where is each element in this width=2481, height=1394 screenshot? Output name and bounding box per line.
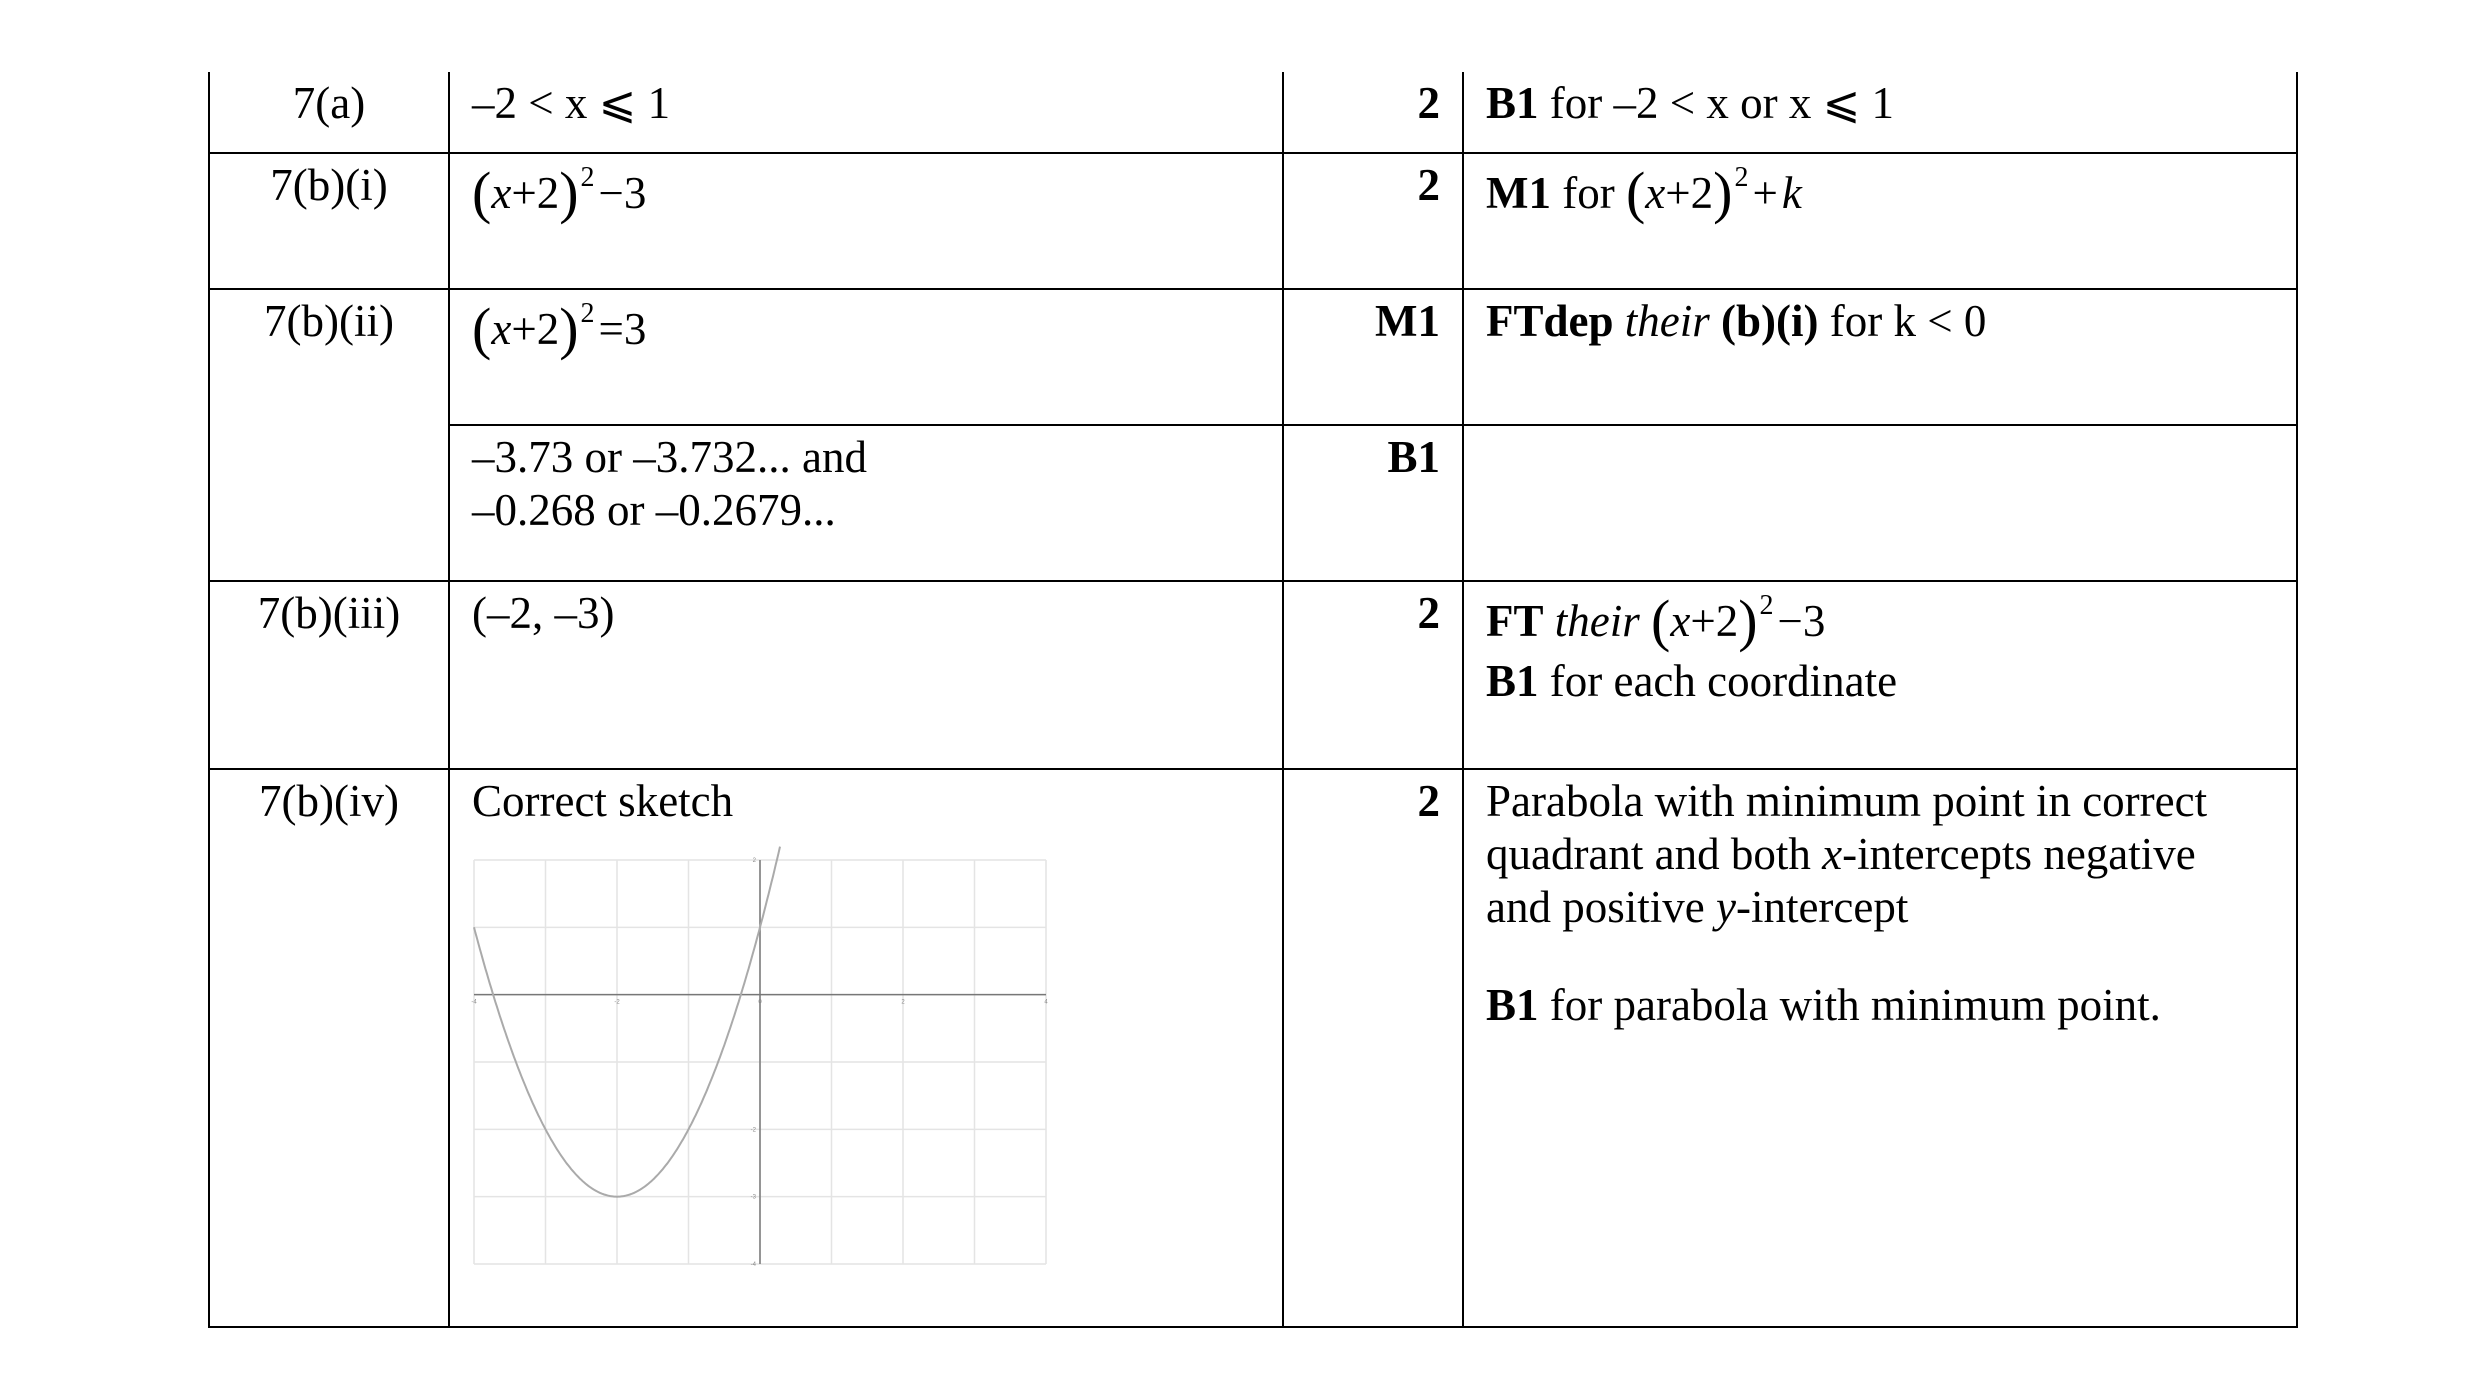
mark-code: FT [1486, 596, 1544, 646]
y-tick-label: -2 [750, 1127, 756, 1134]
parabola-curve [474, 847, 780, 1197]
answer-text: Correct sketch [472, 776, 734, 826]
guidance-cell [1463, 289, 2297, 425]
guidance-text: for –2 < x or x ⩽ 1 [1549, 78, 1895, 128]
answer-coordinate: (–2, –3) [472, 588, 615, 638]
guidance-cell [1463, 581, 2297, 769]
guidance-line: and positive y-intercept [1486, 882, 1909, 933]
question-number: 7(b)(iii) [209, 581, 449, 769]
table-row [209, 72, 2297, 153]
answer-cell [449, 289, 1283, 425]
answer-cell [449, 153, 1283, 289]
parabola-sketch [471, 858, 1048, 1269]
guidance-cell [1463, 72, 2297, 153]
answer-cell [449, 72, 1283, 153]
y-tick-label: -3 [750, 1194, 756, 1201]
mark-code: B1 [1486, 656, 1539, 707]
answer-cell [449, 581, 1283, 769]
x-tick-label: 4 [1044, 999, 1048, 1006]
mark-scheme-table [208, 72, 2298, 1328]
guidance-italic: their [1554, 596, 1640, 646]
guidance-text: for parabola with minimum point. [1549, 980, 2161, 1031]
marks-cell: B1 [1283, 425, 1463, 581]
guidance-text: for each coordinate [1549, 656, 1898, 707]
x-tick-label: -2 [614, 999, 620, 1006]
table-row [209, 425, 2297, 581]
guidance-italic: their [1624, 296, 1710, 346]
math-expression: $(x+2)^2=3$ [472, 296, 647, 361]
math-expression: $(x+2)^2-3$ [472, 160, 647, 225]
question-number: 7(b)(ii) [209, 289, 449, 581]
answer-inequality: –2 < x ⩽ 1 [472, 78, 671, 128]
answer-line: –3.73 or –3.732... and [472, 432, 867, 482]
marks-cell: 2 [1283, 581, 1463, 769]
mark-code: M1 [1486, 168, 1551, 218]
mark-code: B1 [1486, 78, 1539, 128]
guidance-line: Parabola with minimum point in correct [1486, 776, 2208, 826]
guidance-text: for k < 0 [1829, 296, 1987, 346]
answer-cell [449, 425, 1283, 581]
guidance-line: quadrant and both x-intercepts negative [1486, 829, 2196, 880]
question-number: 7(a) [209, 72, 449, 153]
guidance-ref: (b)(i) [1721, 296, 1819, 346]
marks-cell: 2 [1283, 769, 1463, 1327]
marks-cell: 2 [1283, 72, 1463, 153]
table-row [209, 289, 2297, 425]
table-row [209, 581, 2297, 769]
guidance-line [1486, 979, 2296, 1032]
x-tick-label: -4 [471, 999, 477, 1006]
guidance-cell [1463, 153, 2297, 289]
answer-cell [449, 769, 1283, 1327]
table-row [209, 769, 2297, 1327]
guidance-text: for [1562, 168, 1615, 218]
answer-line: –0.268 or –0.2679... [472, 485, 836, 536]
x-tick-label: 2 [901, 999, 905, 1006]
mark-code: FTdep [1486, 296, 1614, 346]
guidance-cell [1463, 425, 2297, 581]
y-tick-label: -4 [750, 1262, 756, 1269]
x-tick-label: 0 [758, 999, 762, 1006]
mark-code: B1 [1486, 980, 1539, 1031]
question-number: 7(b)(iv) [209, 769, 449, 1327]
y-tick-label: 2 [752, 858, 756, 865]
math-expression: $(x+2)^2-3$ [1651, 588, 1826, 653]
table-row [209, 153, 2297, 289]
math-expression: $(x+2)^2+k$ [1625, 160, 1802, 225]
marks-cell: 2 [1283, 153, 1463, 289]
question-number: 7(b)(i) [209, 153, 449, 289]
guidance-cell [1463, 769, 2297, 1327]
marks-cell: M1 [1283, 289, 1463, 425]
